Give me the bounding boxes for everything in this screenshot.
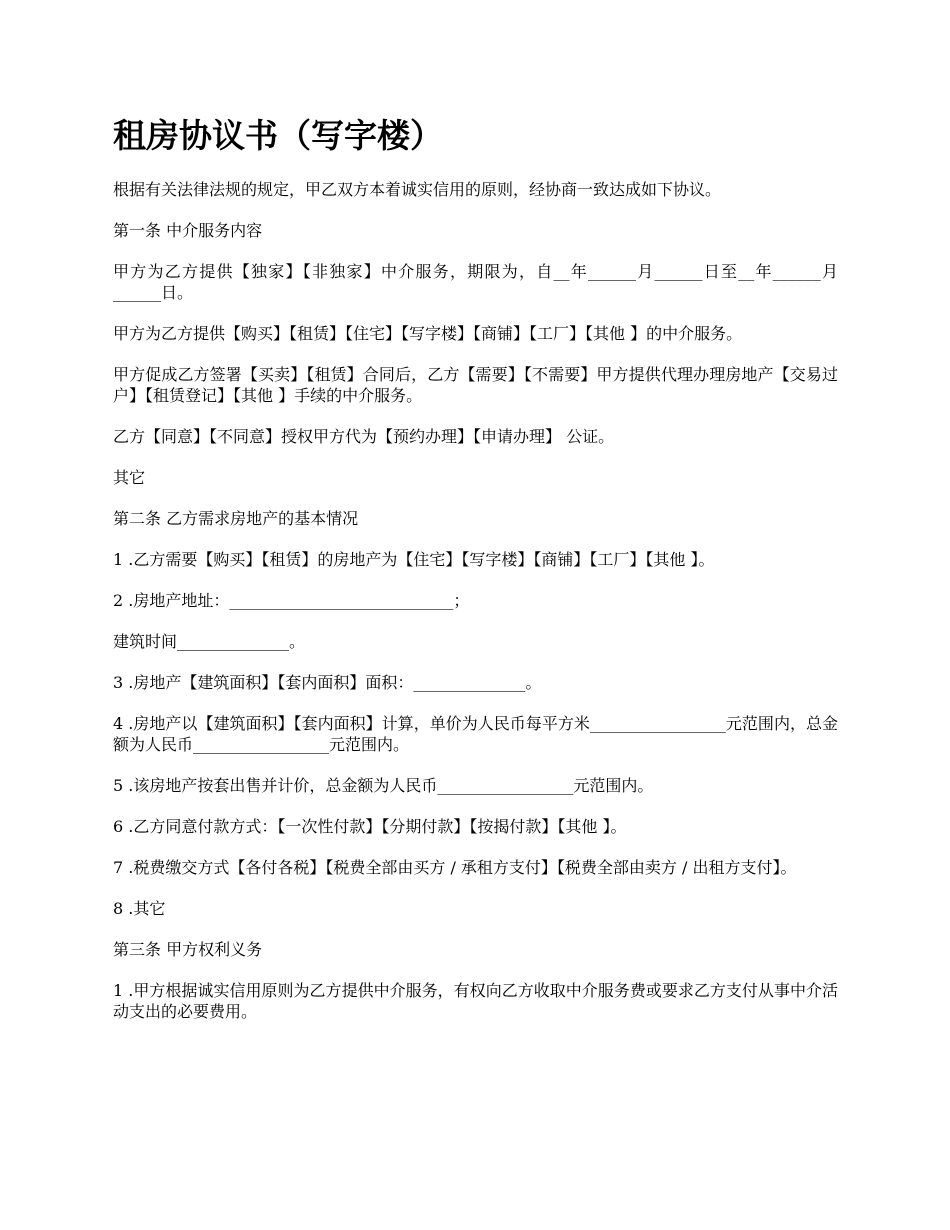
notarization-paragraph: 乙方【同意】【不同意】授权甲方代为【预约办理】【申请办理】 公证。 [113,427,615,446]
payment-method-item: 6 .乙方同意付款方式：【一次性付款】【分期付款】【按揭付款】【其他 】。 [113,817,627,836]
agency-procedure-paragraph: 甲方促成乙方签署【买卖】【租赁】合同后，乙方【需要】【不需要】甲方提供代理办理房地产【交易过户】【租赁登记】【其他 】手续的中介服务。 [113,365,838,405]
article-1-heading: 第一条 中介服务内容 [113,221,263,240]
property-area-item: 3 .房地产【建筑面积】【套内面积】面积：______________。 [113,673,542,692]
document-page [113,112,838,1042]
property-type-item: 1 .乙方需要【购买】【租赁】的房地产为【住宅】【写字楼】【商铺】【工厂】【其他 】。 [113,550,715,569]
other-item: 8 .其它 [113,899,166,918]
total-price-item: 5 .该房地产按套出售并计价，总金额为人民币_________________元范围内。 [113,776,654,795]
property-address-item: 2 .房地产地址：____________________________； [113,591,470,610]
tax-payment-item: 7 .税费缴交方式【各付各税】【税费全部由买方 / 承租方支付】【税费全部由卖方 / 出租方支付】。 [113,858,797,877]
unit-price-item: 4 .房地产以【建筑面积】【套内面积】计算，单价为人民币每平方米_________________元范围内，总金额为人民币_________________元范围内。 [113,714,838,754]
preamble-paragraph: 根据有关法律法规的规定，甲乙双方本着诚实信用的原则，经协商一致达成如下协议。 [113,180,722,199]
service-term-paragraph: 甲方为乙方提供【独家】【非独家】中介服务，期限为，自__年______月______日至__年______月______日。 [113,262,838,302]
article-3-heading: 第三条 甲方权利义务 [113,940,263,959]
document-title: 租房协议书（写字楼） [113,116,443,155]
party-a-rights-item: 1 .甲方根据诚实信用原则为乙方提供中介服务，有权向乙方收取中介服务费或要求乙方支付从事中介活动支出的必要费用。 [113,981,838,1021]
service-scope-paragraph: 甲方为乙方提供【购买】【租赁】【住宅】【写字楼】【商铺】【工厂】【其他 】的中介服务。 [113,324,743,343]
construction-time-item: 建筑时间______________。 [113,632,306,651]
other-paragraph: 其它 [113,468,146,487]
article-2-heading: 第二条 乙方需求房地产的基本情况 [113,509,359,528]
